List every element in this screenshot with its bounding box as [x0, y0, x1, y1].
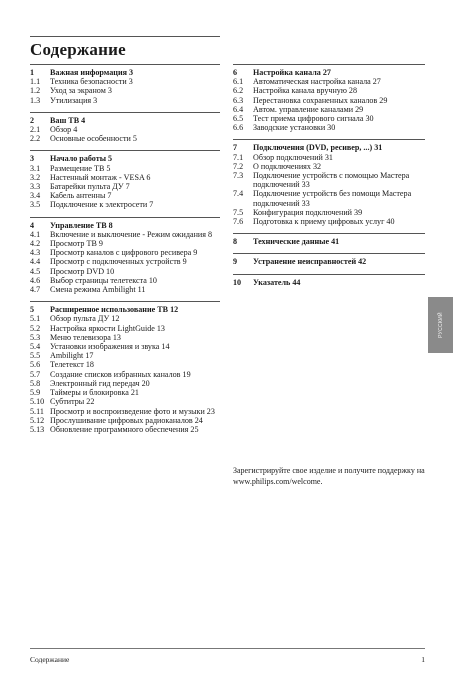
entry-title: Основные особенности 5 [50, 134, 137, 144]
toc-section [233, 253, 425, 266]
toc-entry[interactable] [30, 370, 220, 379]
entry-title: Обновление программного обеспечения 25 [50, 424, 199, 434]
toc-entry[interactable] [233, 86, 425, 95]
toc-chapter-heading[interactable] [233, 143, 425, 152]
chapter-title: Управление ТВ 8 [50, 220, 113, 230]
entry-number: 5.6 [30, 360, 41, 370]
entry-title: Смена режима Ambilight 11 [50, 285, 146, 295]
entry-title: Включение и выключение - Режим ожидания 8 [50, 229, 213, 239]
chapter-title: Подключения (DVD, ресивер, ...) 31 [253, 143, 383, 153]
entry-title: Уход за экраном 3 [50, 86, 112, 96]
entry-title: Субтитры 22 [50, 397, 95, 407]
entry-title: Создание списков избранных каналов 19 [50, 369, 191, 379]
toc-entry[interactable] [30, 248, 220, 257]
entry-number: 5.8 [30, 378, 41, 388]
entry-title: Утилизация 3 [50, 95, 98, 105]
toc-chapter-heading[interactable] [30, 305, 220, 314]
entry-title: Просмотр с подключенных устройств 9 [50, 257, 187, 267]
toc-entry[interactable] [30, 314, 220, 323]
entry-number: 7.5 [233, 207, 244, 217]
entry-title: Заводские установки 30 [253, 123, 336, 133]
toc-entry[interactable] [30, 257, 220, 266]
entry-number: 5.5 [30, 351, 41, 361]
entry-title: Меню телевизора 13 [50, 332, 121, 342]
entry-title: Батарейки пульта ДУ 7 [50, 182, 130, 192]
toc-chapter-heading[interactable] [233, 237, 425, 246]
chapter-number: 3 [30, 154, 35, 164]
entry-number: 4.1 [30, 229, 41, 239]
toc-entry[interactable] [30, 425, 220, 434]
entry-title: О подключениях 32 [253, 161, 322, 171]
entry-number: 3.1 [30, 163, 41, 173]
entry-number: 1.1 [30, 77, 41, 87]
entry-number: 6.1 [233, 77, 244, 87]
toc-entry[interactable] [30, 388, 220, 397]
chapter-title: Ваш ТВ 4 [50, 115, 86, 125]
toc-entry[interactable] [233, 96, 425, 105]
toc-entry[interactable] [30, 125, 220, 134]
toc-entry[interactable] [233, 217, 425, 226]
chapter-number: 2 [30, 115, 35, 125]
toc-entry[interactable] [233, 114, 425, 123]
toc-entry[interactable] [30, 379, 220, 388]
toc-entry[interactable] [30, 96, 220, 105]
chapter-title: Настройка канала 27 [253, 68, 331, 77]
chapter-number: 5 [30, 305, 35, 315]
entry-title: Ambilight 17 [50, 351, 94, 361]
toc-entry[interactable] [233, 77, 425, 86]
toc-column-left [30, 64, 220, 441]
chapter-number: 1 [30, 68, 35, 77]
toc-entry[interactable] [30, 164, 220, 173]
toc-entry[interactable] [30, 77, 220, 86]
toc-chapter-heading[interactable] [233, 68, 425, 77]
toc-entry[interactable] [233, 189, 425, 207]
chapter-number: 8 [233, 237, 238, 247]
toc-section [233, 274, 425, 287]
toc-section [233, 64, 425, 132]
entry-title: Размещение ТВ 5 [50, 163, 111, 173]
entry-title: Тест приема цифрового сигнала 30 [253, 114, 374, 124]
entry-number: 7.4 [233, 189, 244, 199]
chapter-title: Указатель 44 [253, 277, 301, 287]
toc-entry[interactable] [30, 239, 220, 248]
entry-number: 4.2 [30, 239, 41, 249]
page-title: Содержание [30, 40, 126, 59]
language-label: РУССКИЙ [437, 312, 444, 338]
chapter-title: Технические данные 41 [253, 237, 340, 247]
toc-section [30, 301, 220, 434]
toc-entry[interactable] [30, 342, 220, 351]
entry-title: Обзор 4 [50, 125, 78, 135]
entry-number: 5.1 [30, 314, 41, 324]
chapter-number: 7 [233, 143, 238, 153]
toc-section [30, 112, 220, 144]
entry-title: Обзор подключений 31 [253, 152, 333, 162]
entry-number: 4.7 [30, 285, 41, 295]
chapter-title: Начало работы 5 [50, 154, 113, 164]
entry-number: 1.3 [30, 95, 41, 105]
chapter-number: 4 [30, 220, 35, 230]
entry-title: Подготовка к приему цифровых услуг 40 [253, 217, 395, 227]
toc-section [233, 233, 425, 246]
toc-entry[interactable] [233, 123, 425, 132]
toc-entry[interactable] [30, 407, 220, 416]
entry-number: 5.10 [30, 397, 45, 407]
toc-chapter-heading[interactable] [30, 154, 220, 163]
toc-chapter-heading[interactable] [233, 278, 425, 287]
toc-entry[interactable] [233, 105, 425, 114]
toc-entry[interactable] [233, 171, 425, 189]
chapter-title: Важная информация 3 [50, 68, 134, 77]
toc-chapter-heading[interactable] [30, 221, 220, 230]
toc-entry[interactable] [30, 324, 220, 333]
entry-title: Настройка канала вручную 28 [253, 86, 357, 96]
entry-number: 7.1 [233, 152, 244, 162]
footer-section-name: Содержание [30, 655, 70, 664]
toc-entry[interactable] [30, 416, 220, 425]
chapter-number: 10 [233, 277, 242, 287]
entry-title: Просмотр DVD 10 [50, 266, 115, 276]
toc-entry[interactable] [30, 134, 220, 143]
toc-chapter-heading[interactable] [30, 116, 220, 125]
language-side-tab [428, 297, 453, 353]
entry-title: Техника безопасности 3 [50, 77, 133, 87]
toc-column-right [233, 64, 425, 294]
entry-number: 7.2 [233, 161, 244, 171]
toc-section [233, 139, 425, 226]
toc-entry[interactable] [30, 285, 220, 294]
footer-page-number: 1 [421, 655, 425, 664]
entry-number: 6.3 [233, 95, 244, 105]
entry-title: Обзор пульта ДУ 12 [50, 314, 120, 324]
entry-title: Подключение устройств без помощи Мастера подключений 33 [253, 189, 412, 208]
entry-title: Электронный гид передач 20 [50, 378, 150, 388]
toc-entry[interactable] [30, 230, 220, 239]
entry-number: 6.2 [233, 86, 244, 96]
entry-title: Конфигурация подключений 39 [253, 207, 363, 217]
entry-number: 6.5 [233, 114, 244, 124]
chapter-title: Устранение неисправностей 42 [253, 257, 367, 267]
entry-title: Просмотр и воспроизведение фото и музыки 23 [50, 406, 215, 416]
entry-number: 5.11 [30, 406, 44, 416]
entry-number: 4.5 [30, 266, 41, 276]
chapter-title: Расширенное использование ТВ 12 [50, 305, 179, 315]
entry-title: Телетекст 18 [50, 360, 94, 370]
toc-section [30, 64, 220, 105]
toc-entry[interactable] [30, 182, 220, 191]
entry-number: 2.1 [30, 125, 41, 135]
entry-title: Выбор страницы телетекста 10 [50, 275, 157, 285]
entry-title: Просмотр каналов с цифрового ресивера 9 [50, 248, 198, 258]
entry-number: 6.6 [233, 123, 244, 133]
entry-number: 3.2 [30, 172, 41, 182]
registration-note: Зарегистрируйте свое изделие и получите поддержку на www.philips.com/welcome. [233, 466, 425, 486]
entry-title: Просмотр ТВ 9 [50, 239, 103, 249]
entry-number: 5.2 [30, 323, 41, 333]
entry-number: 3.4 [30, 191, 41, 201]
chapter-number: 6 [233, 68, 238, 77]
entry-number: 3.3 [30, 182, 41, 192]
entry-number: 3.5 [30, 200, 41, 210]
toc-entry[interactable] [30, 200, 220, 209]
entry-number: 2.2 [30, 134, 41, 144]
entry-title: Перестановка сохраненных каналов 29 [253, 95, 388, 105]
toc-entry[interactable] [30, 267, 220, 276]
entry-number: 7.3 [233, 171, 244, 181]
entry-number: 4.6 [30, 275, 41, 285]
toc-section [30, 150, 220, 209]
entry-title: Установки изображения и звука 14 [50, 342, 170, 352]
entry-number: 5.3 [30, 332, 41, 342]
toc-entry[interactable] [233, 208, 425, 217]
entry-title: Прослушивание цифровых радиоканалов 24 [50, 415, 203, 425]
toc-section [30, 217, 220, 295]
entry-number: 5.12 [30, 415, 45, 425]
entry-title: Таймеры и блокировка 21 [50, 388, 139, 398]
entry-number: 4.3 [30, 248, 41, 258]
footer-rule [30, 648, 425, 649]
entry-title: Настенный монтаж - VESA 6 [50, 172, 151, 182]
toc-chapter-heading[interactable] [233, 257, 425, 266]
entry-number: 5.9 [30, 388, 41, 398]
entry-title: Кабель антенны 7 [50, 191, 112, 201]
toc-entry[interactable] [30, 86, 220, 95]
entry-number: 1.2 [30, 86, 41, 96]
toc-entry[interactable] [30, 173, 220, 182]
toc-chapter-heading[interactable] [30, 68, 220, 77]
entry-title: Настройка яркости LightGuide 13 [50, 323, 165, 333]
toc-entry[interactable] [233, 162, 425, 171]
toc-entry[interactable] [30, 351, 220, 360]
entry-number: 5.13 [30, 424, 45, 434]
toc-entry[interactable] [30, 276, 220, 285]
toc-entry[interactable] [30, 397, 220, 406]
entry-title: Подключение устройств с помощью Мастера подключений 33 [253, 171, 410, 190]
entry-title: Автом. управление каналами 29 [253, 104, 364, 114]
toc-entry[interactable] [30, 333, 220, 342]
entry-number: 7.6 [233, 217, 244, 227]
toc-entry[interactable] [30, 360, 220, 369]
entry-title: Автоматическая настройка канала 27 [253, 77, 381, 87]
entry-number: 5.7 [30, 369, 41, 379]
entry-title: Подключение к электросети 7 [50, 200, 154, 210]
toc-entry[interactable] [233, 153, 425, 162]
title-rule [30, 36, 220, 37]
entry-number: 6.4 [233, 104, 244, 114]
toc-entry[interactable] [30, 191, 220, 200]
entry-number: 4.4 [30, 257, 41, 267]
entry-number: 5.4 [30, 342, 41, 352]
chapter-number: 9 [233, 257, 238, 267]
